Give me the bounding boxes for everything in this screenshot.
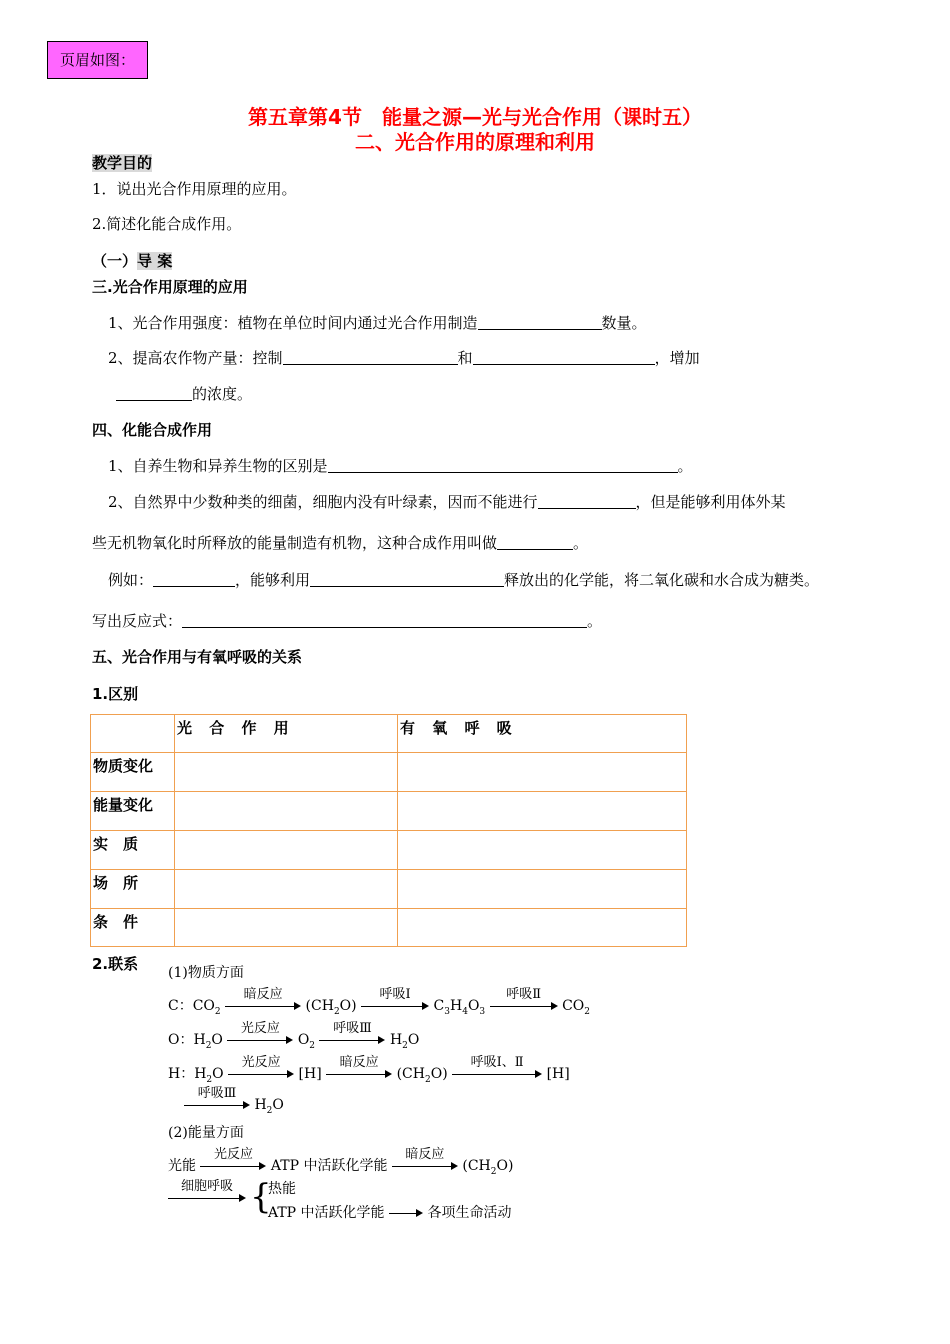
arrow-dark-reaction: 暗反应: [326, 1067, 392, 1081]
guide-heading: （一）导 案: [92, 252, 173, 270]
arrow-dark-reaction: 暗反应: [392, 1159, 458, 1173]
hydrogen-pathway: H：$H_2O$ 光反应 [H] 暗反应 $(CH_2O)$ 呼吸Ⅰ、Ⅱ [H]: [168, 1055, 570, 1085]
table-cell[interactable]: [398, 753, 687, 792]
table-row-label: 场 所: [91, 870, 175, 909]
section4-heading: 四、化能合成作用: [92, 421, 213, 439]
blank[interactable]: [328, 457, 678, 473]
energy-atp-line: ATP 中活跃化学能 各项生命活动: [268, 1205, 512, 1221]
carbon-pathway: C：$CO_2$ 暗反应 $(CH_2O)$ 呼吸Ⅰ $C_3H_4O_3$ 呼吸Ⅱ $CO_2$: [168, 987, 590, 1017]
brace-icon: {: [250, 1177, 272, 1217]
section5-sub2: 2.联系: [92, 955, 139, 973]
section3-q2: 2、提高农作物产量：控制 和 ，增加: [108, 349, 700, 367]
table-cell[interactable]: [175, 831, 398, 870]
arrow-to-activity: [389, 1206, 423, 1220]
section4-q2: 2、自然界中少数种类的细菌，细胞内没有叶绿素，因而不能进行 ，但是能够利用体外某: [108, 493, 786, 511]
blank[interactable]: [116, 385, 192, 401]
blank[interactable]: [478, 314, 602, 330]
table-cell[interactable]: [175, 753, 398, 792]
table-cell[interactable]: [175, 792, 398, 831]
table-row-label: 实 质: [91, 831, 175, 870]
objectives-heading: 教学目的: [92, 154, 153, 172]
section5-heading: 五、光合作用与有氧呼吸的关系: [92, 648, 303, 666]
table-header-respiration: 有 氧 呼 吸: [398, 715, 687, 753]
hydrogen-pathway-cont: 呼吸Ⅲ $H_2O$: [184, 1097, 284, 1116]
objective-1: 1．说出光合作用原理的应用。: [92, 180, 297, 198]
arrow-respiration-3: 呼吸Ⅲ: [319, 1033, 385, 1047]
arrow-respiration-1-2: 呼吸Ⅰ、Ⅱ: [452, 1067, 542, 1081]
section4-q2-cont: 些无机物氧化时所释放的能量制造有机物，这种合成作用叫做 。: [92, 534, 589, 552]
blank[interactable]: [497, 534, 573, 550]
section3-q2-cont: 的浓度。: [116, 383, 252, 404]
table-cell[interactable]: [175, 870, 398, 909]
blank[interactable]: [182, 612, 587, 628]
page-title: 第五章第4节 能量之源—光与光合作用（课时五）: [248, 105, 702, 129]
table-cell[interactable]: [398, 792, 687, 831]
table-row: [91, 753, 687, 792]
arrow-light-reaction: 光反应: [228, 1067, 294, 1081]
table-header-row: [91, 715, 687, 753]
blank[interactable]: [153, 571, 235, 587]
arrow-light-reaction: 光反应: [227, 1033, 293, 1047]
table-row-label: 条 件: [91, 909, 175, 947]
arrow-light-reaction: 光反应: [200, 1159, 266, 1173]
arrow-respiration-3: 呼吸Ⅲ: [184, 1098, 250, 1112]
blank[interactable]: [310, 571, 504, 587]
section4-q1: 1、自养生物和异养生物的区别是 。: [108, 457, 693, 475]
table-row: [91, 870, 687, 909]
table-cell[interactable]: [398, 909, 687, 947]
blank[interactable]: [283, 349, 458, 365]
cell-respiration-arrow: [168, 1179, 246, 1206]
table-row-label: 物质变化: [91, 753, 175, 792]
material-heading: (1)物质方面: [168, 965, 244, 981]
table-row-label: 能量变化: [91, 792, 175, 831]
section3-heading: 三.光合作用原理的应用: [92, 278, 248, 296]
table-cell[interactable]: [175, 909, 398, 947]
oxygen-pathway: O：$H_2O$ 光反应 $O_2$ 呼吸Ⅲ $H_2O$: [168, 1021, 420, 1051]
table-row: [91, 909, 687, 947]
blank[interactable]: [538, 493, 636, 509]
energy-pathway: 光能 光反应 ATP 中活跃化学能 暗反应 $(CH_2O)$: [168, 1147, 514, 1177]
energy-heading: (2)能量方面: [168, 1125, 244, 1141]
arrow-cell-respiration: 细胞呼吸: [168, 1191, 246, 1205]
energy-heat: 热能: [268, 1181, 296, 1197]
section3-q1: 1、光合作用强度：植物在单位时间内通过光合作用制造 数量。: [108, 314, 647, 332]
arrow-respiration-1: 呼吸Ⅰ: [361, 999, 429, 1013]
blank[interactable]: [473, 349, 655, 365]
table-corner-cell: [91, 715, 175, 753]
arrow-dark-reaction: 暗反应: [225, 999, 301, 1013]
section4-equation: 写出反应式： 。: [92, 612, 603, 630]
table-row: [91, 831, 687, 870]
objective-2: 2.简述化能合成作用。: [92, 215, 242, 233]
page-subtitle: 二、光合作用的原理和利用: [355, 130, 595, 154]
header-box: 页眉如图：: [47, 41, 148, 79]
table-cell[interactable]: [398, 831, 687, 870]
section4-example: 例如： ，能够利用 释放出的化学能，将二氧化碳和水合成为糖类。: [108, 571, 820, 589]
comparison-table: [90, 714, 687, 947]
arrow-respiration-2: 呼吸Ⅱ: [490, 999, 558, 1013]
table-cell[interactable]: [398, 870, 687, 909]
table-header-photosynthesis: 光 合 作 用: [175, 715, 398, 753]
section5-sub1: 1.区别: [92, 685, 139, 703]
table-row: [91, 792, 687, 831]
